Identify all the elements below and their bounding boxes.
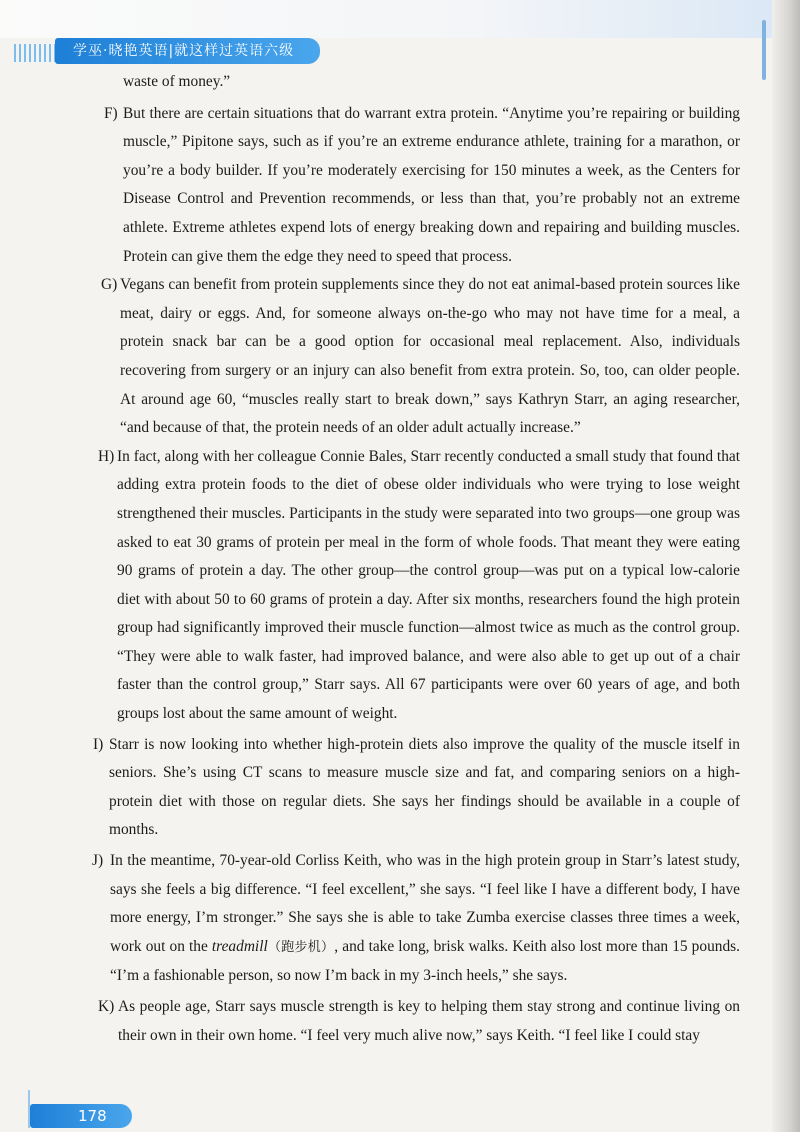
paragraph-label: H) xyxy=(98,447,115,465)
continued-text: waste of money.” xyxy=(123,73,231,90)
gloss: （跑步机） xyxy=(267,939,335,955)
glossed-term: treadmill xyxy=(211,937,268,955)
page-content xyxy=(0,64,800,1050)
paragraph-text-after: , and take long, brisk walks. Keith also lost more than 15 pounds. “I’m a fashionable person, so now I’m back in my 3-inch heels,” she says. xyxy=(110,937,740,985)
paragraph-text: As people age, Starr says muscle strength is key to helping them stay strong and continue living on their own in their own home. “I feel very much alive now,” says Keith. “I feel like I could stay xyxy=(118,998,740,1044)
paragraph-label: G) xyxy=(101,276,118,294)
paragraph-k xyxy=(98,993,740,1050)
running-header: 学巫·晓艳英语|就这样过英语六级 xyxy=(55,38,320,64)
paragraph-h xyxy=(98,443,740,729)
paragraph-text: In fact, along with her colleague Connie Bales, Starr recently conducted a small study that found that adding extra protein foods to the diet of obese older individuals who were trying to lose weight strengthened their muscles. Participants in the study were separated into two groups—one group was asked to eat 30 grams of protein per meal in the form of whole foods. That meant they were eating 90 grams of protein a day. The other group—the control group—was put on a typical low-calorie diet with about 50 to 60 grams of protein a day. After six months, researchers found the high protein group had significantly improved their muscle function—almost twice as much as the control group. “They were able to walk faster, had improved balance, and were also able to get up out of a chair faster than the control group,” Starr says. All 67 participants were over 60 years of age, and both groups lost about the same amount of weight. xyxy=(117,447,740,723)
paragraph-label: J) xyxy=(92,852,104,870)
paragraph-label: K) xyxy=(98,998,115,1015)
paragraph-text: Vegans can benefit from protein supplements since they do not eat animal-based protein sources like meat, dairy or eggs. And, for someone always on-the-go who may not have time for a meal, a protein snack bar can be a good option for occasional meal replacement. Also, individuals recovering from surgery or an injury can also benefit from extra protein. So, too, can older people. At around age 60, “muscles really start to break down,” says Kathryn Starr, an aging researcher, “and because of that, the protein needs of an older adult actually increase.” xyxy=(120,276,740,437)
paragraph-g xyxy=(101,271,740,443)
page-number: 178 xyxy=(78,1107,107,1125)
paragraph-text-before: In the meantime, 70-year-old Corliss Keith, who was in the high protein group in Starr’s latest study, says she feels a big difference. “I feel excellent,” she says. “I feel like I have a different body, I have more energy, I’m stronger.” She says she is able to take Zumba exercise classes three times a week, work out on the xyxy=(110,852,740,955)
paragraph-label: I) xyxy=(93,735,104,753)
page-top-band xyxy=(0,0,800,38)
paragraph-f xyxy=(104,100,740,272)
paragraph-i xyxy=(93,731,740,845)
paragraph-j xyxy=(92,847,740,991)
header-decoration xyxy=(14,44,56,62)
paragraph-text: But there are certain situations that do warrant extra protein. “Anytime you’re repairing or building muscle,” Pipitone says, such as if you’re an extreme endurance athlete, training for a marathon, or you’re a body builder. If you’re moderately exercising for 150 minutes a week, as the Centers for Disease Control and Prevention recommends, or less than that, you’re probably not an extreme athlete. Extreme athletes expend lots of energy breaking down and repairing and building muscles. Protein can give them the edge they need to speed that process. xyxy=(123,104,740,265)
paragraph-label: F) xyxy=(104,104,118,122)
paragraph-text: Starr is now looking into whether high-protein diets also improve the quality of the muscle itself in seniors. She’s using CT scans to measure muscle size and fat, and comparing seniors on a high-protein diet with those on regular diets. She says her findings should be available in a couple of months. xyxy=(109,735,740,839)
